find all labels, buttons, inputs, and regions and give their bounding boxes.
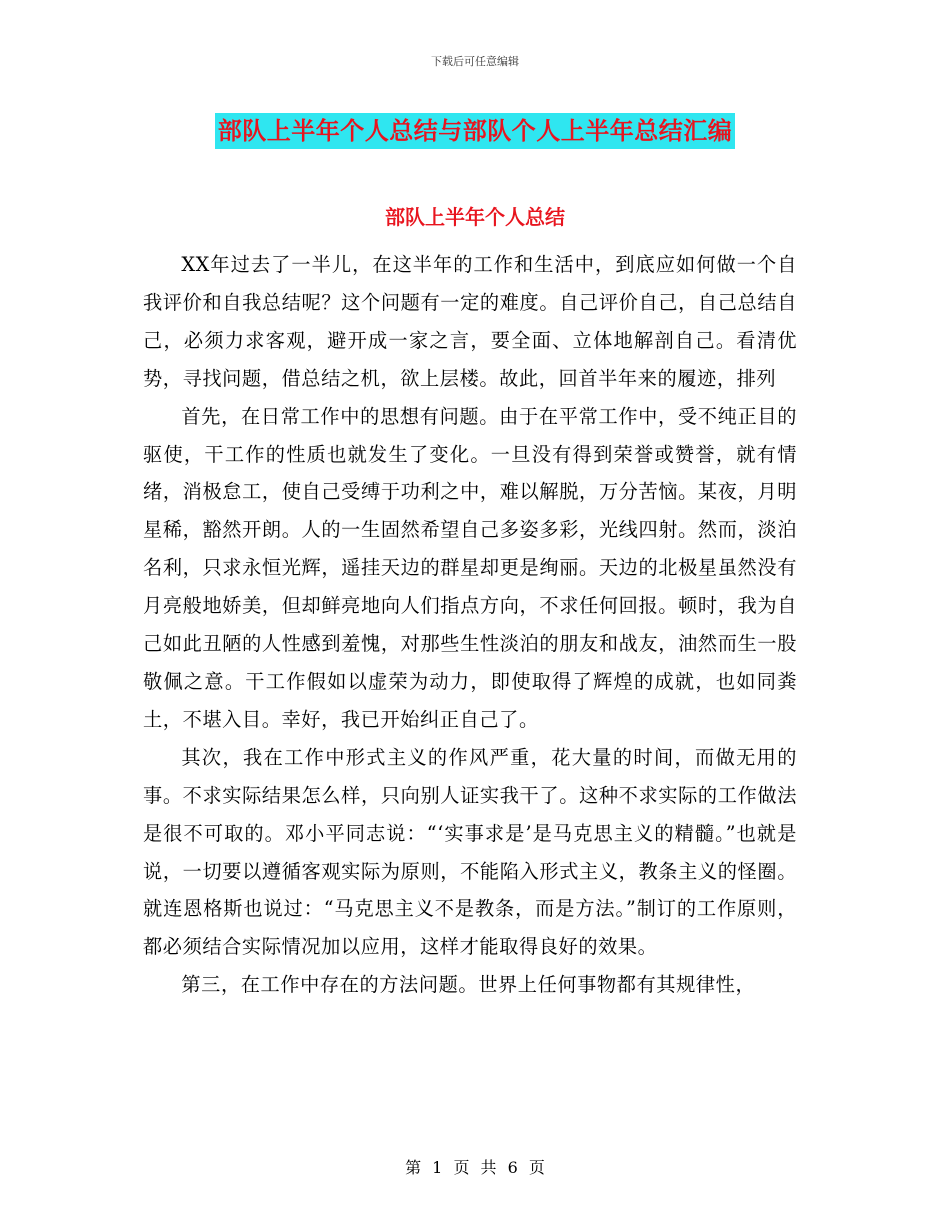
paragraph: 首先，在日常工作中的思想有问题。由于在平常工作中，受不纯正目的驱使，干工作的性质也就发生了变化。一旦没有得到荣誉或赞誉，就有情绪，消极怠工，使自己受缚于功利之中，难以解脱，万分苦恼。某夜，月明星稀，豁然开朗。人的一生固然希望自己多姿多彩，光线四射。然而，淡泊名利，只求永恒光辉，遥挂天边的群星却更是绚丽。天边的北极星虽然没有月亮般地娇美，但却鲜亮地向人们指点方向，不求任何回报。顿时，我为自己如此丑陋的人性感到羞愧，对那些生性淡泊的朋友和战友，油然而生一股敬佩之意。干工作假如以虚荣为动力，即使取得了辉煌的成就，也如同粪土，不堪入目。幸好，我已开始纠正自己了。	[143, 404, 797, 731]
main-title: 部队上半年个人总结与部队个人上半年总结汇编	[215, 113, 736, 149]
paragraph: 其次，我在工作中形式主义的作风严重，花大量的时间，而做无用的事。不求实际结果怎么样，只向别人证实我干了。这种不求实际的工作做法是很不可取的。邓小平同志说：“‘实事求是’是马克思主义的精髓。”也就是说，一切要以遵循客观实际为原则，不能陷入形式主义，教条主义的怪圈。就连恩格斯也说过：“马克思主义不是教条，而是方法。”制订的工作原则，都必须结合实际情况加以应用，这样才能取得良好的效果。	[143, 745, 797, 959]
main-title-container	[0, 113, 950, 149]
page-footer: 第 1 页 共 6 页	[405, 1158, 545, 1177]
paragraph: 第三，在工作中存在的方法问题。世界上任何事物都有其规律性，	[181, 973, 756, 997]
document-body	[143, 246, 797, 1004]
section-title: 部队上半年个人总结	[385, 205, 565, 229]
header-note: 下载后可任意编辑	[431, 55, 519, 68]
paragraph: XX年过去了一半儿，在这半年的工作和生活中，到底应如何做一个自我评价和自我总结呢？这个问题有一定的难度。自己评价自己，自己总结自己，必须力求客观，避开成一家之言，要全面、立体地解剖自己。看清优势，寻找问题，借总结之机，欲上层楼。故此，回首半年来的履迹，排列	[143, 253, 797, 390]
